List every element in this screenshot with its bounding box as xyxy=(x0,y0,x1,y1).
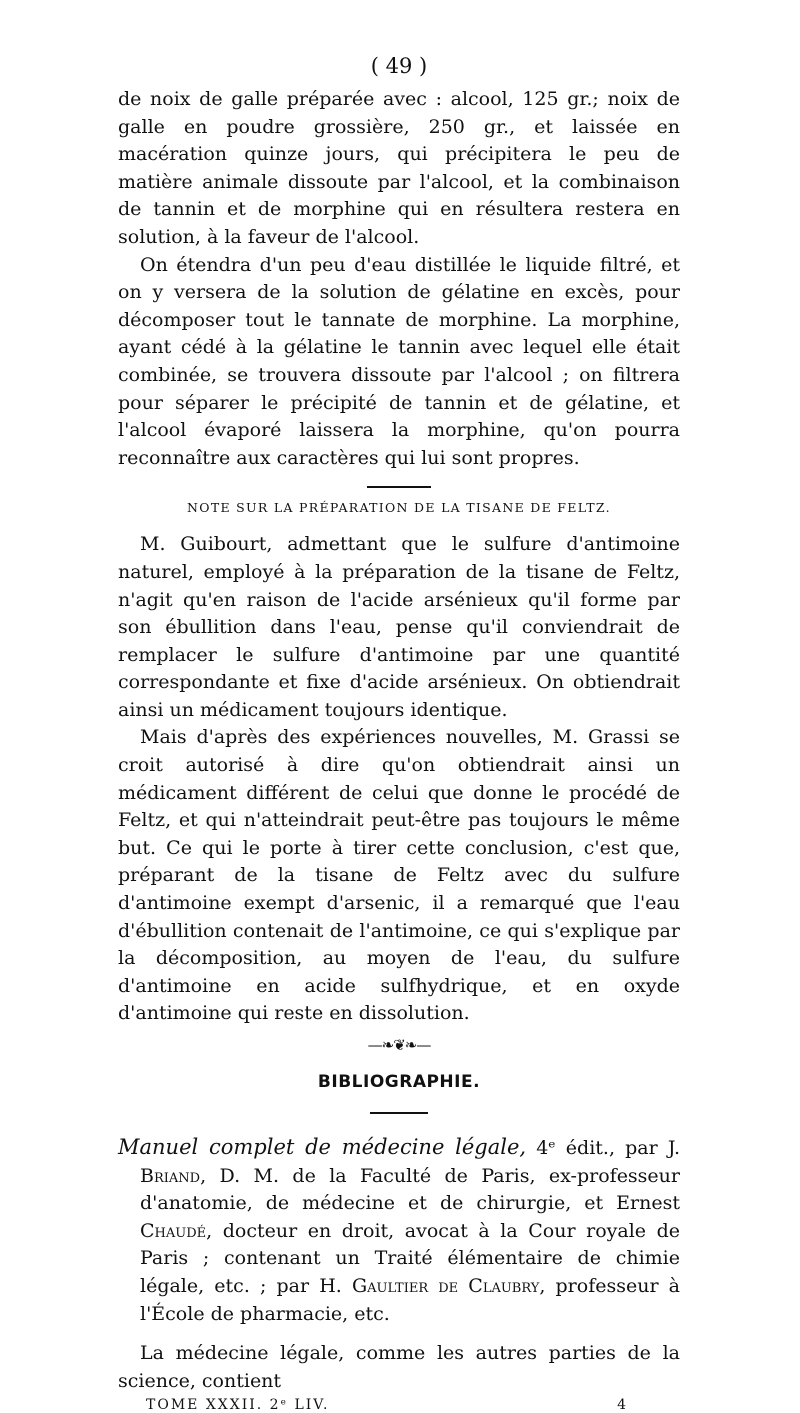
book-title: Manuel complet de médecine légale, xyxy=(118,1135,527,1159)
paragraph-2: On étendra d'un peu d'eau distillée le liquide filtré, et on y versera de la solution de gélatine en excès, pour décomposer tout le tannate de morphine. La morphine, ayant cédé à la gélatine le tannin avec lequel elle était combinée, se trouvera dissoute par l'alcool ; on filtrera pour séparer le précipité de tannin et de gélatine, et l'alcool évaporé laissera la morphine, qu'on pourra reconnaître aux caractères qui lui sont propres. xyxy=(118,253,680,469)
author-gaultier: Gaultier de Claubry xyxy=(351,1274,540,1297)
paragraph-1: de noix de galle préparée avec : alcool, 125 gr.; noix de galle en poudre grossière, 250 gr., et laissée en macération quinze jours, qui précipitera le peu de matière animale dissoute par l'alcool, et la combinaison de tannin et de morphine qui en résultera restera en solution, à la faveur de l'alcool. xyxy=(118,88,680,248)
note-paragraph-2: Mais d'après des expériences nouvelles, M. Grassi se croit autorisé à dire qu'on obtiendrait ainsi un médicament différent de celui que donne le procédé de Feltz, et qui n'atteindrait peut-être pas toujours le même but. Ce qui le porte à tirer cette conclusion, c'est que, préparant de la tisane de Feltz avec du sulfure d'antimoine exempt d'arsenic, il a remarqué que l'eau d'ébullition contenait de l'antimoine, ce qui s'explique par la décomposition, au moyen de l'eau, du sulfure d'antimoine en acide sulfhydrique, et en oxyde d'antimoine qui reste en dissolution. xyxy=(118,726,680,1025)
author-briand-credentials: , D. M. de la Faculté de Paris, ex-professeur d'anatomie, de médecine et de chirurgie, et Ernest xyxy=(140,1164,680,1215)
page xyxy=(118,52,680,1413)
sheet-number: 4 xyxy=(617,1397,628,1413)
note-title: NOTE SUR LA PRÉPARATION DE LA TISANE DE FELTZ. xyxy=(187,500,611,516)
author-gaultier-credentials: , professeur à l'École de pharmacie, etc. xyxy=(140,1274,680,1325)
bibliography-entry xyxy=(118,1134,680,1328)
author-chaude: Chaudé xyxy=(140,1219,207,1242)
bibliography-divider xyxy=(370,1112,428,1114)
bibliography-title: BIBLIOGRAPHIE. xyxy=(317,1072,481,1092)
bibliography-text: La médecine légale, comme les autres parties de la science, contient xyxy=(118,1342,680,1392)
page-number: ( 49 ) xyxy=(370,54,428,78)
author-briand: Briand xyxy=(140,1164,201,1187)
page-footer xyxy=(118,1397,680,1413)
section-divider xyxy=(367,486,431,488)
note-paragraph-1: M. Guibourt, admettant que le sulfure d'antimoine naturel, employé à la préparation de la tisane de Feltz, n'agit qu'en raison de l'acide arsénieux qu'il forme par son ébullition dans l'eau, pense qu'il conviendrait de remplacer le sulfure d'antimoine par une quantité correspondante et fixe d'acide arsénieux. On obtiendrait ainsi un médicament toujours identique. xyxy=(118,533,680,721)
ornament-divider: —❧❦❧— xyxy=(367,1036,431,1054)
edition-text: 4ᵉ édit., par J. xyxy=(526,1137,681,1159)
author-chaude-credentials: , docteur en droit, avocat à la Cour royale de Paris ; contenant un Traité élémentaire de chimie légale, etc. ; par H. xyxy=(140,1219,680,1297)
signature-mark: TOME XXXII. 2ᵉ LIV. xyxy=(146,1397,330,1413)
